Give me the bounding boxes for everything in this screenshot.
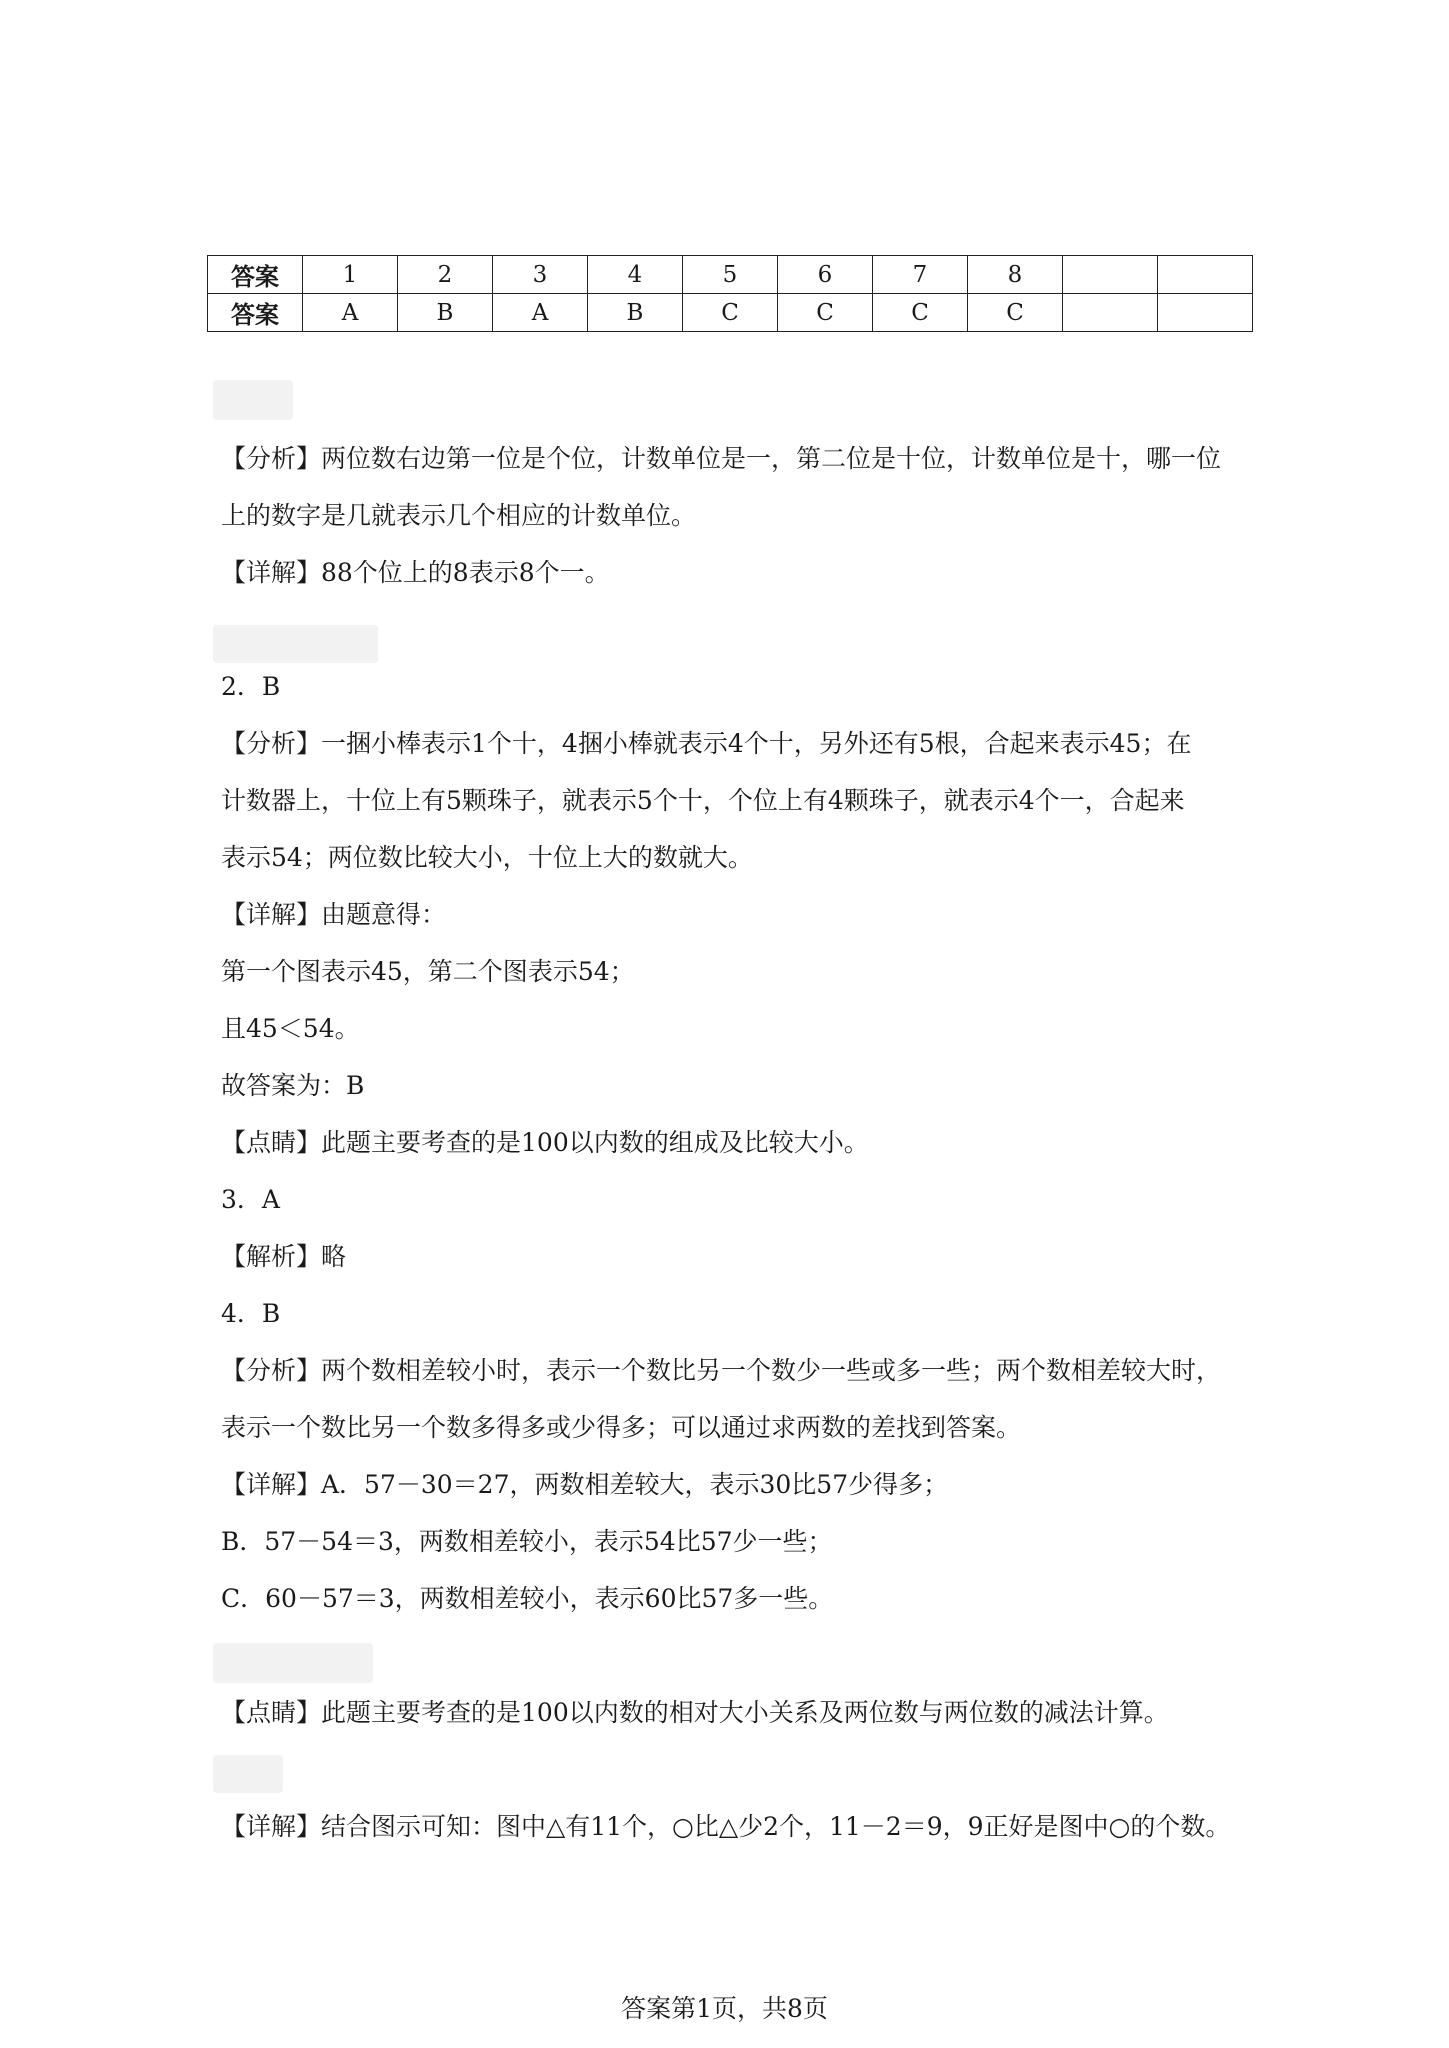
table-cell: 5: [683, 256, 778, 294]
text-line: 2．B: [221, 672, 281, 701]
smudge: [213, 380, 293, 420]
table-row: [208, 294, 1253, 332]
text-line: 且45＜54。: [221, 1014, 360, 1043]
table-cell: 6: [778, 256, 873, 294]
table-cell: [1158, 256, 1253, 294]
text-line: 【点睛】此题主要考查的是100以内数的相对大小关系及两位数与两位数的减法计算。: [221, 1698, 1169, 1727]
text-line: 【分析】两个数相差较小时，表示一个数比另一个数少一些或多一些；两个数相差较大时，: [221, 1356, 1222, 1385]
text-line: 【解析】略: [221, 1242, 347, 1271]
text-line: 表示一个数比另一个数多得多或少得多；可以通过求两数的差找到答案。: [221, 1413, 1022, 1442]
text-line: 【分析】两位数右边第一位是个位，计数单位是一，第二位是十位，计数单位是十，哪一位: [221, 444, 1222, 473]
table-row: [208, 256, 1253, 294]
table-cell: C: [968, 294, 1063, 332]
table-cell: A: [493, 294, 588, 332]
table-cell: B: [398, 294, 493, 332]
text-line: 【详解】结合图示可知：图中△有11个，○比△少2个，11－2＝9，9正好是图中○的个数。: [221, 1812, 1231, 1841]
table-cell: A: [303, 294, 398, 332]
table-cell: 8: [968, 256, 1063, 294]
table-cell: [1158, 294, 1253, 332]
table-cell: [1063, 294, 1158, 332]
smudge: [213, 625, 378, 663]
table-cell: C: [873, 294, 968, 332]
table-cell: 1: [303, 256, 398, 294]
text-line: 【详解】由题意得：: [221, 900, 447, 929]
text-line: 【详解】88个位上的8表示8个一。: [221, 558, 610, 587]
table-cell: 答案: [208, 256, 303, 294]
table-cell: 4: [588, 256, 683, 294]
text-line: 3．A: [221, 1185, 280, 1214]
text-line: 4．B: [221, 1299, 281, 1328]
smudge: [213, 1643, 373, 1683]
table-cell: 3: [493, 256, 588, 294]
text-line: 故答案为：B: [221, 1071, 365, 1100]
table-cell: C: [683, 294, 778, 332]
text-line: 【分析】一捆小棒表示1个十，4捆小棒就表示4个十，另外还有5根，合起来表示45；在: [221, 729, 1192, 758]
text-line: 【点睛】此题主要考查的是100以内数的组成及比较大小。: [221, 1128, 869, 1157]
text-line: C．60－57＝3，两数相差较小，表示60比57多一些。: [221, 1584, 834, 1613]
table-cell: C: [778, 294, 873, 332]
text-line: 【详解】A．57－30＝27，两数相差较大，表示30比57少得多；: [221, 1470, 949, 1499]
smudge: [213, 1755, 283, 1793]
text-line: B．57－54＝3，两数相差较小，表示54比57少一些；: [221, 1527, 833, 1556]
table-cell: [1063, 256, 1158, 294]
text-line: 上的数字是几就表示几个相应的计数单位。: [221, 501, 697, 530]
table-cell: 答案: [208, 294, 303, 332]
table-cell: B: [588, 294, 683, 332]
text-line: 计数器上，十位上有5颗珠子，就表示5个十，个位上有4颗珠子，就表示4个一，合起来: [221, 786, 1185, 815]
text-line: 第一个图表示45，第二个图表示54；: [221, 957, 635, 986]
page-footer: 答案第1页，共8页: [621, 1994, 828, 2023]
table-cell: 7: [873, 256, 968, 294]
text-line: 表示54；两位数比较大小，十位上大的数就大。: [221, 843, 753, 872]
answer-table: [207, 255, 1253, 332]
table-cell: 2: [398, 256, 493, 294]
